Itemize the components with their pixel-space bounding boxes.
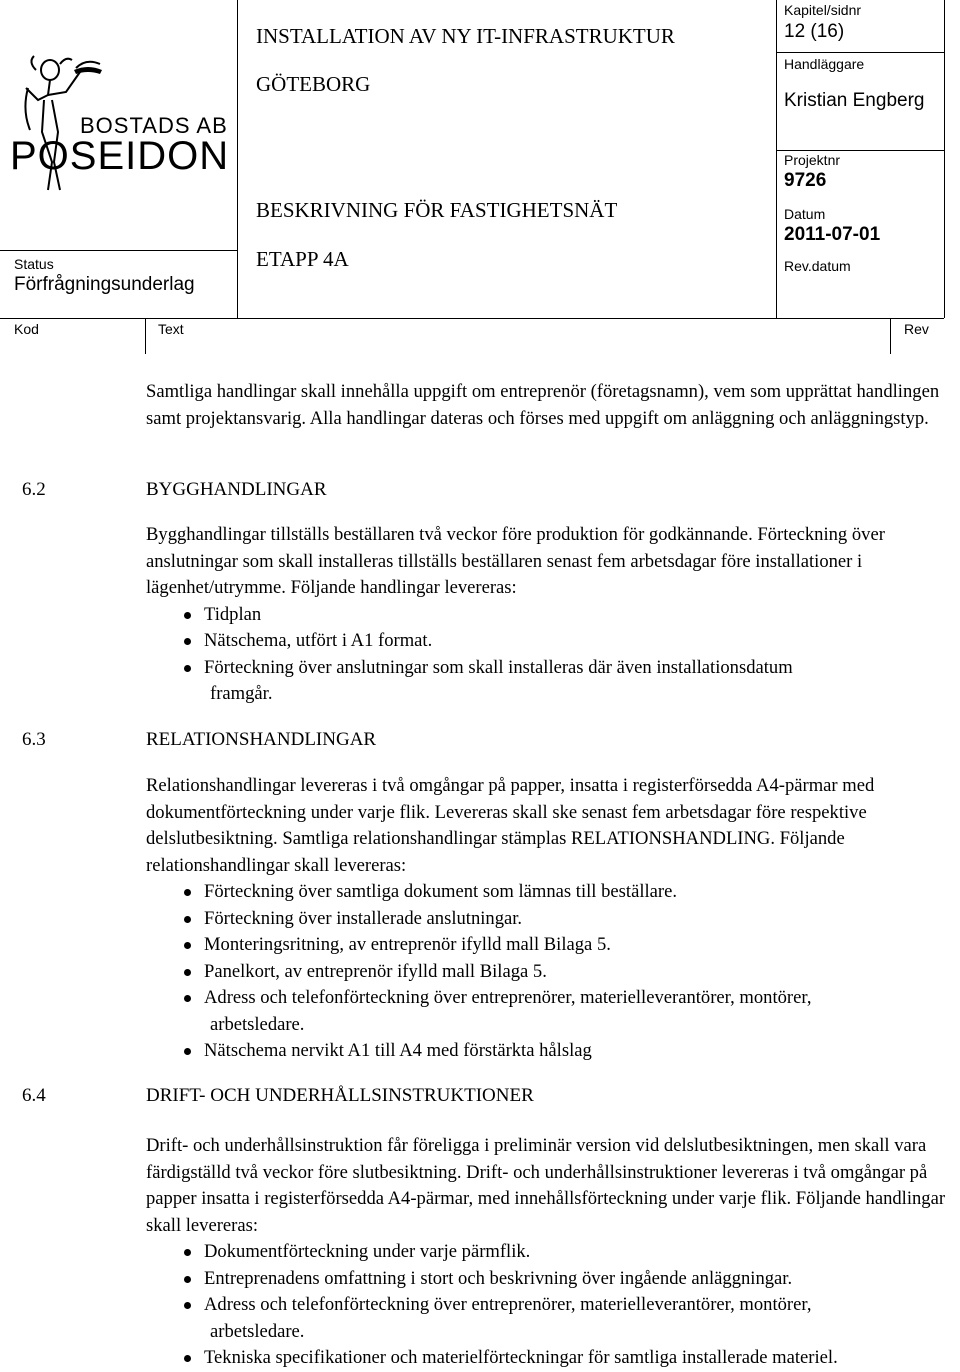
list-item: Adress och telefonförteckning över entreprenörer, materielleverantörer, montörer, arbetsledare. [146,1292,958,1345]
doc-title-line2: GÖTEBORG [256,72,371,96]
handler-value: Kristian Engberg [784,90,925,111]
list-item: Förteckning över samtliga dokument som lämnas till beställare. [146,879,926,906]
divider [0,318,944,319]
bullet-icon [184,1355,191,1362]
divider [776,0,777,318]
bullet-icon [184,995,191,1002]
bullet-icon [184,638,191,645]
col-kod: Kod [14,321,39,337]
section-paragraph: Drift- och underhållsinstruktion får föreligga i preliminär version vid delslutbesiktningen, men skall vara färdigställd två veckor före slutbesiktning. Drift- och underhållsinstruktioner levereras i två omgångar på papper insatta i registerförsedda A4-pärmar, med innehållsförteckning under varje flik. Följande handlingar skall levereras: [146,1135,946,1236]
bullet-icon [184,1249,191,1256]
divider [145,318,146,354]
section-title: RELATIONSHANDLINGAR [146,729,377,750]
section-6-2-body [146,522,958,708]
bullet-list [146,602,958,708]
list-item: Tekniska specifikationer och materielförteckningar för samtliga installerade materiel. [146,1345,958,1372]
divider [776,52,944,53]
divider [0,250,237,251]
section-paragraph: Bygghandlingar tillställs beställaren två veckor före produktion för godkännande. Förteckning över anslutningar som skall installeras tillställs beställaren senast fem arbetsdagar före installationer i lägenhet/utrymme. Följande handlingar levereras: [146,524,885,598]
date-label: Datum [784,206,826,222]
status-label: Status [14,256,54,272]
bullet-icon [184,1048,191,1055]
bullet-icon [184,916,191,923]
section-number: 6.4 [22,1085,46,1106]
divider [237,0,238,318]
bullet-icon [184,612,191,619]
doc-title-line1: INSTALLATION AV NY IT-INFRASTRUKTUR [256,24,675,48]
company-name-line1: BOSTADS AB [80,113,228,138]
bullet-icon [184,969,191,976]
project-label: Projektnr [784,152,841,168]
chapter-label: Kapitel/sidnr [784,2,862,18]
section-number: 6.3 [22,729,46,750]
section-number: 6.2 [22,479,46,500]
chapter-value: 12 (16) [784,21,845,42]
list-item: Monteringsritning, av entreprenör ifylld mall Bilaga 5. [146,932,926,959]
date-value: 2011-07-01 [784,224,881,245]
section-title: DRIFT- OCH UNDERHÅLLSINSTRUKTIONER [146,1085,534,1106]
divider [944,0,945,318]
intro-section [146,379,958,432]
list-item: Panelkort, av entreprenör ifylld mall Bilaga 5. [146,959,926,986]
list-item: Förteckning över installerade anslutningar. [146,906,926,933]
list-item: Tidplan [146,602,958,629]
list-item: Nätschema, utfört i A1 format. [146,628,958,655]
bullet-list [146,1239,958,1372]
revdate-label: Rev.datum [784,258,851,274]
section-paragraph: Relationshandlingar levereras i två omgångar på papper, insatta i registerförsedda A4-pärmar med dokumentförteckning under varje flik. Levereras skall ske senast fem arbetsdagar före respektive delslutbesiktning. Samtliga relationshandlingar stämplas RELATIONSHANDLING. Följande relationshandlingar skall levereras: [146,775,875,876]
col-rev: Rev [904,321,929,337]
list-item: Förteckning över anslutningar som skall installeras där även installationsdatum framgår. [146,655,958,708]
company-name-line2: POSEIDON [10,134,230,178]
list-item: Entreprenadens omfattning i stort och beskrivning över ingående anläggningar. [146,1266,958,1293]
list-item: Adress och telefonförteckning över entreprenörer, materielleverantörer, montörer, arbetsledare. [146,985,926,1038]
doc-subtitle-line1: BESKRIVNING FÖR FASTIGHETSNÄT [256,198,618,222]
divider [776,150,944,151]
bullet-icon [184,942,191,949]
intro-paragraph: Samtliga handlingar skall innehålla uppgift om entreprenör (företagsnamn), vem som upprättat handlingen samt projektansvarig. Alla handlingar dateras och förses med uppgift om anläggning och anläggningstyp. [146,381,940,429]
col-text: Text [158,321,184,337]
bullet-icon [184,889,191,896]
bullet-icon [184,1276,191,1283]
doc-subtitle-line2: ETAPP 4A [256,247,349,271]
section-6-4-body [146,1133,958,1372]
divider [890,318,891,354]
list-item: Dokumentförteckning under varje pärmflik. [146,1239,958,1266]
project-value: 9726 [784,170,827,191]
status-value: Förfrågningsunderlag [14,274,195,295]
handler-label: Handläggare [784,56,865,72]
bullet-icon [184,1302,191,1309]
section-title: BYGGHANDLINGAR [146,479,327,500]
section-6-3-body [146,773,926,1065]
bullet-list [146,879,926,1065]
bullet-icon [184,665,191,672]
list-item: Nätschema nervikt A1 till A4 med förstärkta hålslag [146,1038,926,1065]
